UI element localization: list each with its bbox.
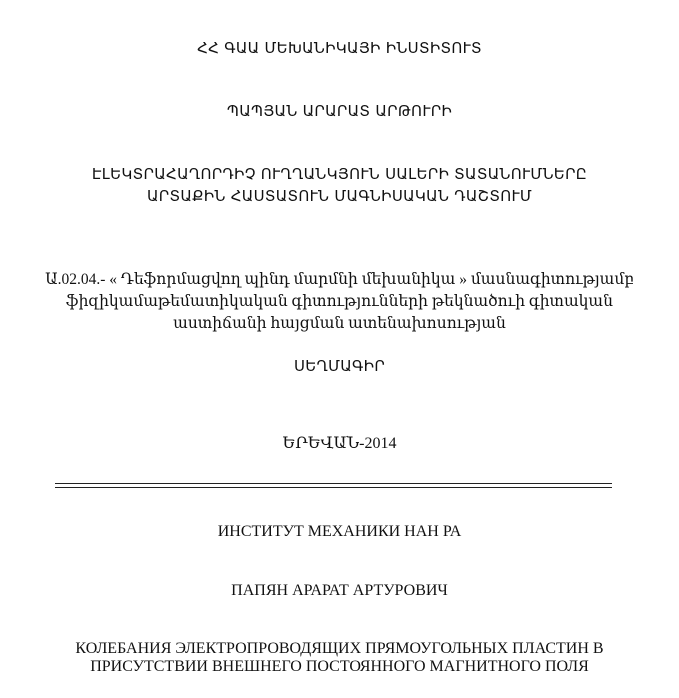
thesis-title-russian-line2: ПРИСУТСТВИИ ВНЕШНЕГО ПОСТОЯННОГО МАГНИТНОГО ПОЛЯ — [90, 658, 589, 675]
specialty-line3: աստիճանի հայցման ատենախոսության — [173, 315, 506, 332]
author-name-armenian: ՊԱՊՅԱՆ ԱՐԱՐԱՏ ԱՐԹՈՒՐԻ — [226, 102, 453, 120]
specialty-line2: ֆիզիկամաթեմատիկական գիտությունների թեկնածուի գիտական — [66, 293, 613, 310]
institute-name-armenian: ՀՀ ԳԱԱ ՄԵԽԱՆԻԿԱՅԻ ԻՆՍՏԻՏՈՒՏ — [197, 39, 482, 57]
document-type: ՍԵՂՄԱԳԻՐ — [293, 357, 386, 375]
city-year: ԵՐԵՎԱՆ-2014 — [282, 435, 397, 452]
separator-rule-bottom — [55, 487, 612, 488]
specialty-line1: Ա.02.04.- « Դեֆորմացվող պինդ մարմնի մեխանիկա » մասնագիտությամբ — [45, 271, 634, 288]
separator-rule-top — [55, 483, 612, 484]
thesis-title-russian-line1: КОЛЕБАНИЯ ЭЛЕКТРОПРОВОДЯЩИХ ПРЯМОУГОЛЬНЫХ ПЛАСТИН В — [75, 640, 604, 657]
institute-name-russian: ИНСТИТУТ МЕХАНИКИ НАН РА — [217, 523, 462, 540]
thesis-title-armenian-line1: ԷԼԵԿՏՐԱՀԱՂՈՐԴԻՉ ՈՒՂՂԱՆԿՅՈՒՆ ՍԱԼԵՐԻ ՏԱՏԱՆՈՒՄՆԵՐԸ — [91, 165, 588, 183]
thesis-title-armenian-line2: ԱՐՏԱՔԻՆ ՀԱՍՏԱՏՈՒՆ ՄԱԳՆԻՍԱԿԱՆ ԴԱՇՏՈՒՄ — [146, 187, 533, 205]
author-name-russian: ПАПЯН АРАРАТ АРТУРОВИЧ — [231, 582, 448, 599]
